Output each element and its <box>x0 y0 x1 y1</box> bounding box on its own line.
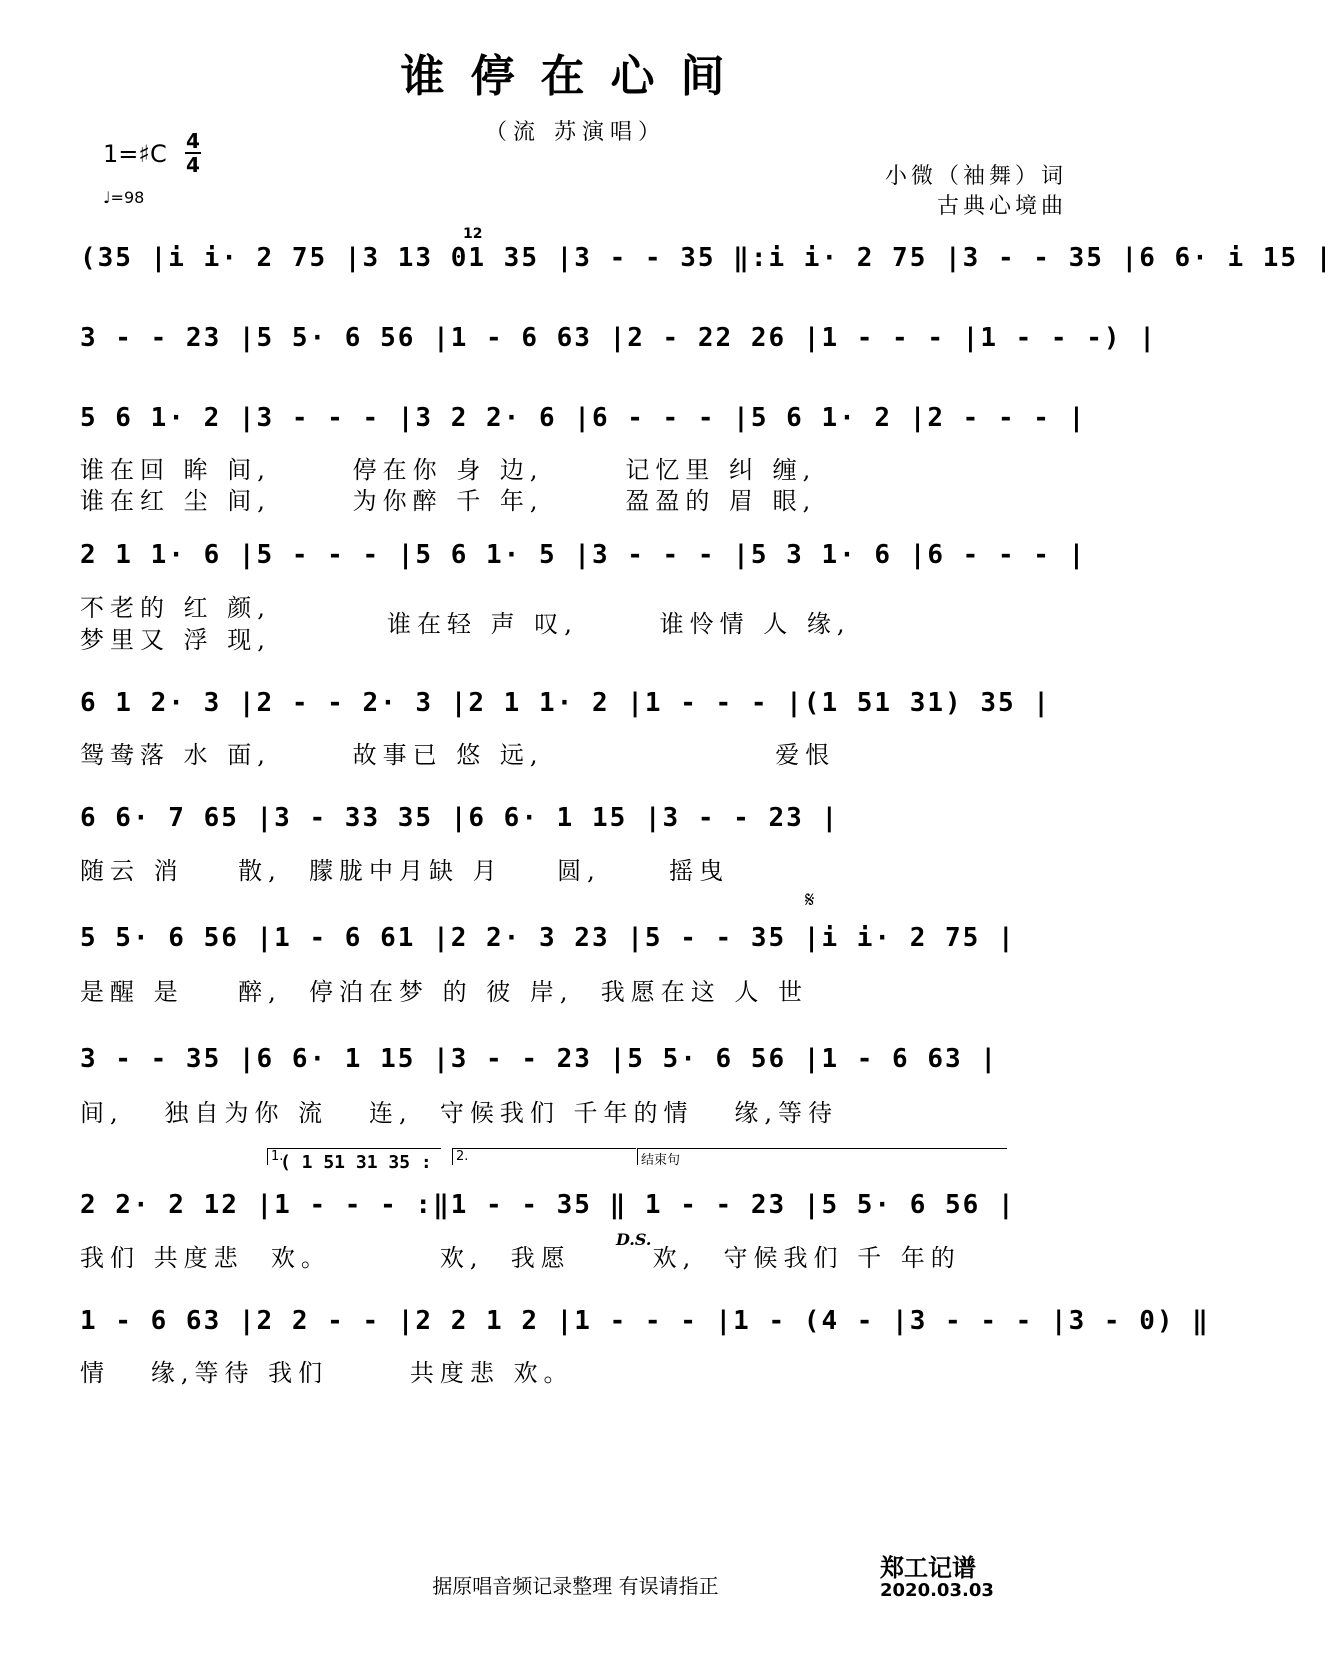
lyric-line-5: 谁在轻 声 叹, 谁怜情 人 缘, <box>387 610 851 638</box>
score-line-1: (35 |i i· 2 75 |3 13 01 35 |3 - - 35 ‖:i i· 2 75 |3 - - 35 |6 6· i 15 | <box>80 243 1333 273</box>
lyric-line-6: 鸳鸯落 水 面, 故事已 悠 远, 爱恨 <box>80 741 836 769</box>
subtitle: （流 苏演唱） <box>485 120 666 145</box>
lyric-line-3: 不老的 红 颜, <box>80 594 271 622</box>
lyric-line-10: 我们 共度悲 欢。 欢, 我愿 欢, 守候我们 千 年的 <box>80 1244 961 1272</box>
lyric-line-4: 梦里又 浮 现, <box>80 626 271 654</box>
score-line-10: 1 - 6 63 |2 2 - - |2 2 1 2 |1 - - - |1 - (4 - |3 - - - |3 - 0) ‖ <box>80 1306 1210 1336</box>
credits <box>885 162 1067 222</box>
score-line-6: 6 6· 7 65 |3 - 33 35 |6 6· 1 15 |3 - - 23 | <box>80 803 840 833</box>
composer: 古典心境曲 <box>936 194 1067 219</box>
time-signature <box>185 131 201 175</box>
score-line-7: 5 5· 6 56 |1 - 6 61 |2 2· 3 23 |5 - - 35 |i i· 2 75 | <box>80 923 1016 953</box>
lyricist: 小微（袖舞）词 <box>884 164 1067 189</box>
score-line-5: 6 1 2· 3 |2 - - 2· 3 |2 1 1· 2 |1 - - - |(1 51 31) 35 | <box>80 688 1051 718</box>
key-signature: 1=♯C <box>103 140 167 168</box>
time-top: 4 <box>186 129 200 153</box>
volta-1-notes: ( 1 51 31 35 : <box>280 1152 432 1173</box>
score-line-3: 5 6 1· 2 |3 - - - |3 2 2· 6 |6 - - - |5 6 1· 2 |2 - - - | <box>80 403 1087 433</box>
lyric-line-8: 是醒 是 醉, 停泊在梦 的 彼 岸, 我愿在这 人 世 <box>80 978 809 1006</box>
transcriber: 郑工记谱 <box>880 1554 976 1582</box>
tempo-marking: ♩=98 <box>103 188 145 207</box>
time-bottom: 4 <box>186 153 200 177</box>
segno-icon: 𝄋 <box>805 888 815 913</box>
ds-marker: D.S. <box>616 1230 652 1249</box>
score-line-2: 3 - - 23 |5 5· 6 56 |1 - 6 63 |2 - 22 26 |1 - - - |1 - - -) | <box>80 323 1157 353</box>
repeat-mark: 12 <box>463 226 483 242</box>
score-line-8: 3 - - 35 |6 6· 1 15 |3 - - 23 |5 5· 6 56 |1 - 6 63 | <box>80 1044 998 1074</box>
lyric-line-2: 谁在红 尘 间, 为你醉 千 年, 盈盈的 眉 眼, <box>80 487 817 515</box>
volta-1: 1. <box>267 1148 441 1165</box>
lyric-line-7: 随云 消 散, 朦胧中月缺 月 圆, 摇曳 <box>80 857 729 885</box>
page-title: 谁停在心间 <box>400 51 751 102</box>
score-line-4: 2 1 1· 6 |5 - - - |5 6 1· 5 |3 - - - |5 3 1· 6 |6 - - - | <box>80 540 1087 570</box>
lyric-line-1: 谁在回 眸 间, 停在你 身 边, 记忆里 纠 缠, <box>80 456 817 484</box>
lyric-line-11: 情 缘,等待 我们 共度悲 欢。 <box>80 1359 574 1387</box>
volta-2: 2. <box>452 1148 636 1165</box>
date: 2020.03.03 <box>880 1580 994 1601</box>
lyric-line-9: 间, 独自为你 流 连, 守候我们 千年的情 缘,等待 <box>80 1099 839 1127</box>
footer-note: 据原唱音频记录整理 有误请指正 <box>432 1574 719 1598</box>
score-line-9: 2 2· 2 12 |1 - - - :‖1 - - 35 ‖ 1 - - 23 |5 5· 6 56 | <box>80 1190 1016 1220</box>
ending-bracket: 结束句 <box>637 1148 1007 1165</box>
